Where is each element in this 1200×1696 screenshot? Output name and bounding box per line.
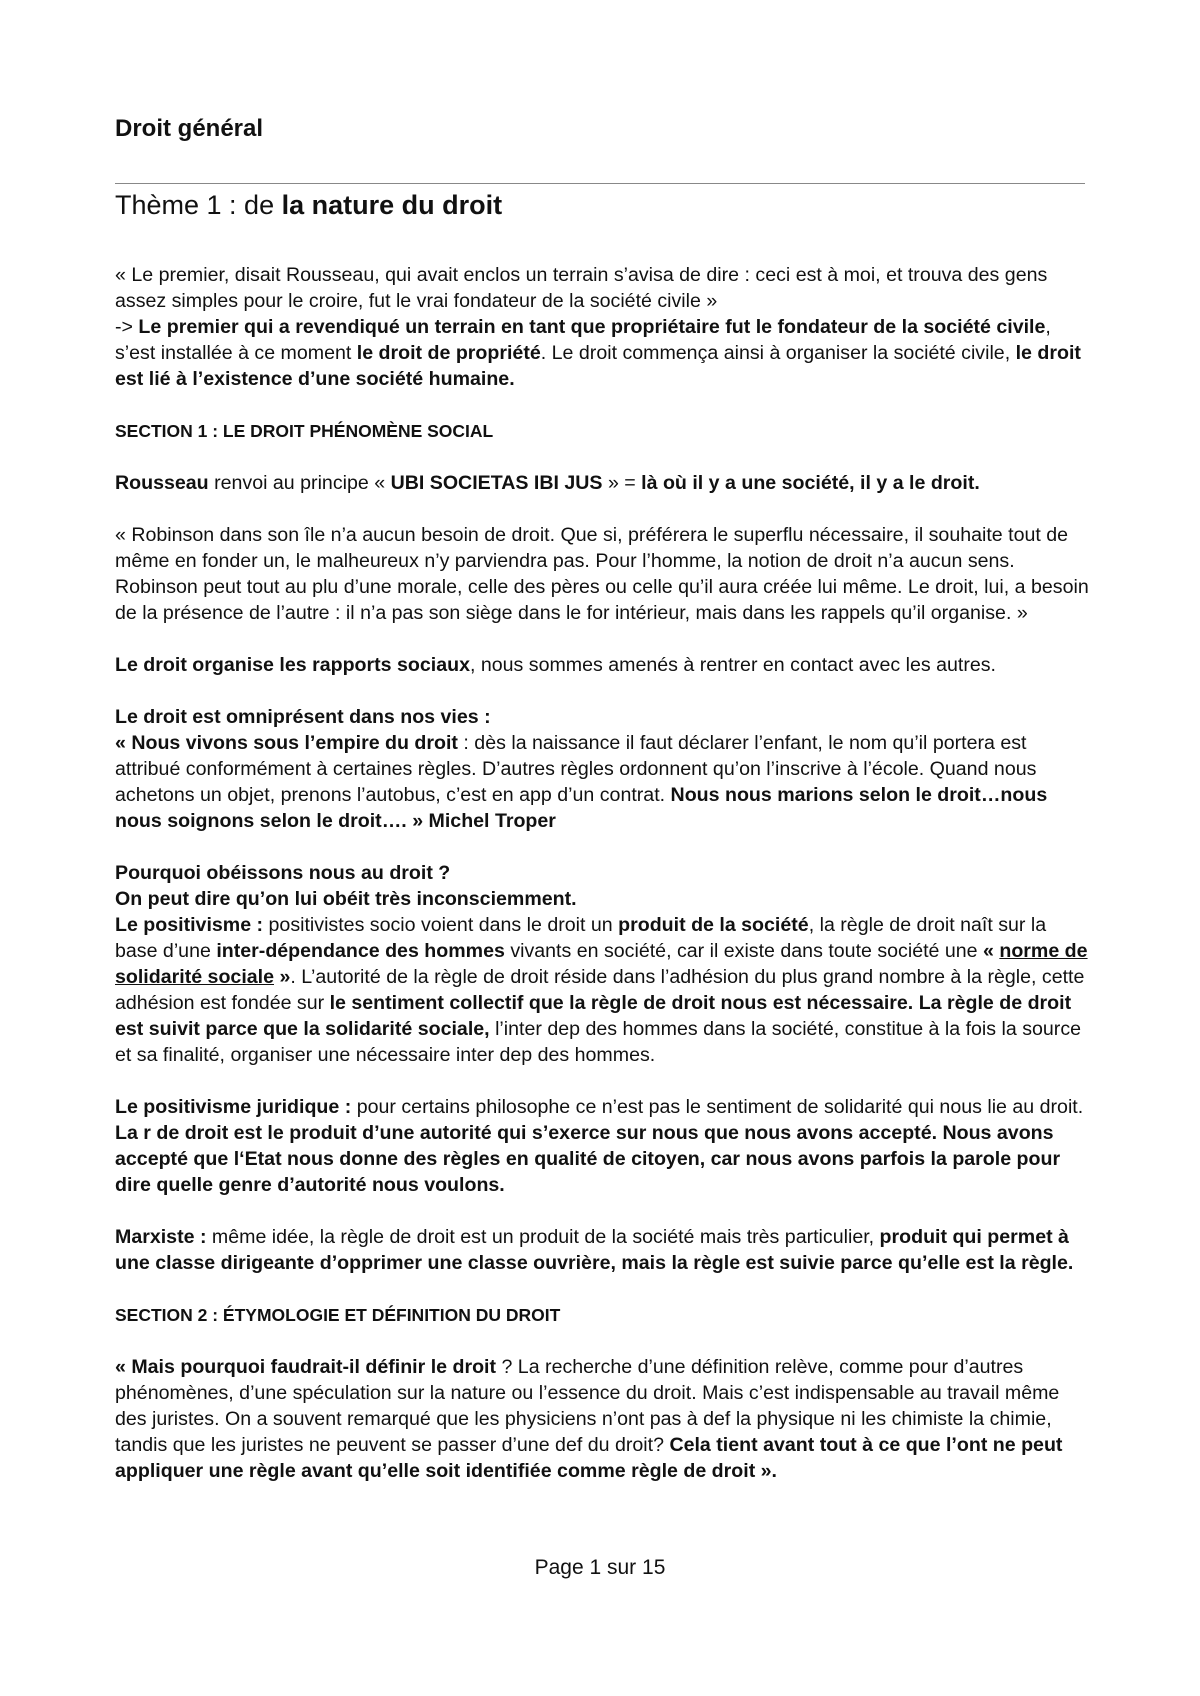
troper-open-quote: « xyxy=(115,732,132,754)
document-title: Droit général xyxy=(115,115,264,142)
theme-heading xyxy=(115,190,502,221)
why-obey-heading-text: Pourquoi obéissons nous au droit ? xyxy=(115,862,451,884)
marxist-label: Marxiste : xyxy=(115,1226,207,1248)
maxim-translation: là où il y a une société, il y a le droit. xyxy=(641,472,980,494)
arrow-text: -> xyxy=(115,316,139,338)
troper-bold-1: Nous vivons sous l’empire du droit xyxy=(131,732,458,754)
positivism-text-2: , la règle de droit naît sur la base d’une xyxy=(115,914,1047,962)
why-obey-sub xyxy=(115,886,1090,912)
positivism-text-3: vivants en société, car il existe dans toute société une xyxy=(504,940,984,962)
solidarity-norm-underlined: norme de solidarité sociale xyxy=(115,940,1088,988)
omnipresent-heading-text: Le droit est omniprésent dans nos vies : xyxy=(115,706,491,728)
rousseau-quote: « Le premier, disait Rousseau, qui avait enclos un terrain s’avisa de dire : ceci est à moi, et trouva des gens assez simples pour le croire, fut le vrai fondateur de la société civile » xyxy=(115,264,1048,312)
intro-paragraph xyxy=(115,314,1090,392)
positivism-bold-2: produit de la société xyxy=(618,914,809,936)
definition-text: ? La recherche d’une définition relève, comme pour d’autres phénomènes, d’une spéculation sur la nature ou l’essence du droit. Mais c’est indispensable au travail même des juristes. On a souvent remarqué que les physiciens n’ont pas à def la physique ni les chimiste la chimie, tandis que les juristes ne peuvent se passer d’une def du droit? xyxy=(115,1356,1060,1456)
marxist-text: même idée, la règle de droit est un produit de la société mais très particulier, xyxy=(206,1226,880,1248)
intro-bold-3: le droit est lié à l’existence d’une société humaine. xyxy=(115,342,1081,390)
legal-positivism-bold: La r de droit est le produit d’une autorité qui s’exerce sur nous que nous avons accepté. Nous avons accepté que l‘Etat nous donne des règles en qualité de citoyen, car nous avons parfois la parole pour dire quelle genre d’autorité nous voulons. xyxy=(115,1122,1061,1196)
positivism-bold-5: le sentiment collectif que la règle de droit nous est nécessaire. La règle de droit est suivit parce que la solidarité sociale, xyxy=(115,992,1072,1040)
positivism-close-quote: » xyxy=(274,966,291,988)
why-obey-heading xyxy=(115,860,1090,886)
positivism-bold-3: inter-dépendance des hommes xyxy=(216,940,505,962)
social-relations-bold: Le droit organise les rapports sociaux xyxy=(115,654,470,676)
troper-text: : dès la naissance il faut déclarer l’enfant, le nom qu’il portera est attribué conformément à certaines règles. D’autres règles ordonnent qu’on l’inscrive à l’école. Quand nous achetons un objet, prenons l’autobus, c’est en app d’un contrat. xyxy=(115,732,1037,806)
page-number: Page 1 sur 15 xyxy=(534,1556,666,1579)
rousseau-name: Rousseau xyxy=(115,472,209,494)
theme-title: la nature du droit xyxy=(281,190,503,220)
section-2-heading: SECTION 2 : ÉTYMOLOGIE ET DÉFINITION DU DROIT xyxy=(115,1305,561,1325)
troper-bold-2: Nous nous marions selon le droit…nous nous soignons selon le droit…. » Michel Troper xyxy=(115,784,1048,832)
positivism-paragraph xyxy=(115,912,1090,1068)
positivism-open-quote: « xyxy=(983,940,1000,962)
positivism-text-1: positivistes socio voient dans le droit un xyxy=(263,914,619,936)
definition-bold-1: « Mais pourquoi faudrait-il définir le droit xyxy=(115,1356,497,1378)
legal-positivism-paragraph xyxy=(115,1094,1090,1198)
intro-text-2: . Le droit commença ainsi à organiser la société civile, xyxy=(540,342,1016,364)
positivism-text-4: . L’autorité de la règle de droit réside dans l’adhésion du plus grand nombre à la règle, cette adhésion est fondée sur xyxy=(115,966,1085,1014)
equals-text: » = xyxy=(602,472,642,494)
latin-maxim: UBI SOCIETAS IBI JUS xyxy=(390,472,603,494)
intro-bold-1: Le premier qui a revendiqué un terrain en tant que propriétaire fut le fondateur de la société civile xyxy=(138,316,1046,338)
positivism-label: Le positivisme : xyxy=(115,914,264,936)
section-1-heading: SECTION 1 : LE DROIT PHÉNOMÈNE SOCIAL xyxy=(115,421,494,441)
ubi-societas-paragraph xyxy=(115,470,1090,496)
legal-positivism-label: Le positivisme juridique : xyxy=(115,1096,352,1118)
troper-quote xyxy=(115,730,1090,834)
why-obey-sub-text: On peut dire qu’on lui obéit très inconsciemment. xyxy=(115,888,577,910)
intro-bold-2: le droit de propriété xyxy=(356,342,541,364)
title-divider xyxy=(115,183,1085,184)
robinson-quote: « Robinson dans son île n’a aucun besoin de droit. Que si, préférera le superflu nécessaire, il souhaite tout de même en fonder un, le malheureux n’y parviendra pas. Pour l’homme, la notion de droit n’a aucun sens. Robinson peut tout au plu d’une morale, celle des pères ou celle qu’il aura créée lui même. Le droit, lui, a besoin de la présence de l’autre : il n’a pas son siège dans le for intérieur, mais dans les rappels qu’il organise. » xyxy=(115,524,1089,624)
marxist-paragraph xyxy=(115,1224,1090,1276)
marxist-bold: produit qui permet à une classe dirigeante d’opprimer une classe ouvrière, mais la règle est suivie parce qu’elle est la règle. xyxy=(115,1226,1074,1274)
document-body xyxy=(115,262,1090,1484)
rousseau-text: renvoi au principe « xyxy=(208,472,391,494)
social-relations-text: , nous sommes amenés à rentrer en contact avec les autres. xyxy=(469,654,996,676)
social-relations-paragraph xyxy=(115,652,1090,678)
definition-quote xyxy=(115,1354,1090,1484)
intro-text-1: , s’est installée à ce moment xyxy=(115,316,1051,364)
definition-bold-2: Cela tient avant tout à ce que l’ont ne peut appliquer une règle avant qu’elle soit identifiée comme règle de droit ». xyxy=(115,1434,1063,1482)
legal-positivism-text: pour certains philosophe ce n’est pas le sentiment de solidarité qui nous lie au droit. xyxy=(351,1096,1084,1118)
omnipresent-heading xyxy=(115,704,1090,730)
theme-prefix: Thème 1 : de xyxy=(115,190,282,220)
positivism-text-5: l’inter dep des hommes dans la société, constitue à la fois la source et sa finalité, organiser une nécessaire inter dep des hommes. xyxy=(115,1018,1082,1066)
